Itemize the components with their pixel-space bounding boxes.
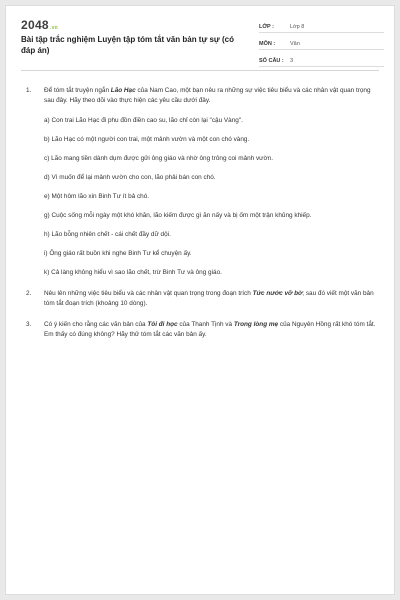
question-1 <box>26 86 378 278</box>
work-title: Tức nước vỡ bờ <box>252 290 303 297</box>
question-text-part: Có ý kiến cho rằng các văn bản của <box>44 321 148 328</box>
option-item: g) Cuộc sống mỗi ngày một khó khăn, lão kiếm được gì ăn nấy và bị ốm một trận khủng khiếp. <box>44 212 312 219</box>
meta-row-count <box>259 53 384 67</box>
question-body <box>44 86 378 278</box>
work-title: Trong lòng mẹ <box>233 321 279 328</box>
document-title: Bài tập trắc nghiệm Luyện tập tóm tắt văn bản tự sự (có đáp án) <box>21 35 234 55</box>
question-number: 2. <box>26 290 32 297</box>
header-divider <box>21 70 379 71</box>
work-title: Tôi đi học <box>147 321 178 328</box>
option-item: a) Con trai Lão Hạc đi phu đồn điền cao su, lão chỉ còn lại "cậu Vàng". <box>44 117 243 124</box>
question-3 <box>26 320 378 340</box>
question-text-part: Để tóm tắt truyện ngắn <box>44 87 111 94</box>
question-text <box>44 320 378 340</box>
question-2 <box>26 289 378 309</box>
question-text-part: ; sau đó viết một văn bản tóm tắt đoạn trích (khoảng 10 dòng). <box>44 290 374 307</box>
option-item: c) Lão mang tiền dành dụm được gửi ông giáo và nhờ ông trông coi mảnh vườn. <box>44 155 273 162</box>
meta-label: MÔN : <box>259 41 276 47</box>
question-list <box>26 86 378 340</box>
meta-value: Lớp 8 <box>290 24 305 30</box>
meta-label: SỐ CÂU : <box>259 58 284 64</box>
document-page <box>5 5 395 595</box>
logo-suffix: .vn <box>49 25 59 31</box>
option-item: b) Lão Hạc có một người con trai, một mảnh vườn và một con chó vàng. <box>44 136 250 143</box>
meta-row-subject <box>259 36 384 50</box>
option-item: e) Một hôm lão xin Binh Tư ít bả chó. <box>44 193 150 200</box>
meta-row-class <box>259 19 384 33</box>
document-meta <box>259 19 384 67</box>
meta-value: 3 <box>290 58 294 64</box>
logo-number: 2048 <box>21 18 49 32</box>
meta-label: LỚP : <box>259 24 274 30</box>
work-title: Lão Hạc <box>110 87 136 94</box>
question-text <box>44 289 378 309</box>
question-text <box>44 86 378 106</box>
option-list <box>44 116 378 278</box>
question-text-part: của Thanh Tịnh và <box>177 321 234 328</box>
meta-value: Văn <box>290 41 300 47</box>
option-item: k) Cả làng không hiểu vì sao lão chết, trừ Binh Tư và ông giáo. <box>44 269 222 276</box>
question-number: 3. <box>26 321 32 328</box>
site-logo[interactable] <box>21 18 58 32</box>
question-number: 1. <box>26 87 32 94</box>
option-item: d) Vì muốn để lại mảnh vườn cho con, lão phải bán con chó. <box>44 174 216 181</box>
option-item: i) Ông giáo rất buồn khi nghe Binh Tư kể chuyện ấy. <box>44 250 192 257</box>
option-item: h) Lão bỗng nhiên chết - cái chết đầy dữ dội. <box>44 231 171 238</box>
question-text-part: Nêu lên những việc tiêu biểu và các nhân vật quan trọng trong đoạn trích <box>44 290 253 297</box>
question-text-part: của Nam Cao, một bạn nêu ra những sự việc tiêu biểu và các nhân vật quan trọng sau đây. Hãy theo dõi vào thực hiện các yêu cầu dưới đây. <box>44 87 371 104</box>
question-text-part: của Nguyên Hồng rất khó tóm tắt. Em thấy có đúng không? Hãy thử tóm tắt các văn bản ấy. <box>44 321 376 338</box>
